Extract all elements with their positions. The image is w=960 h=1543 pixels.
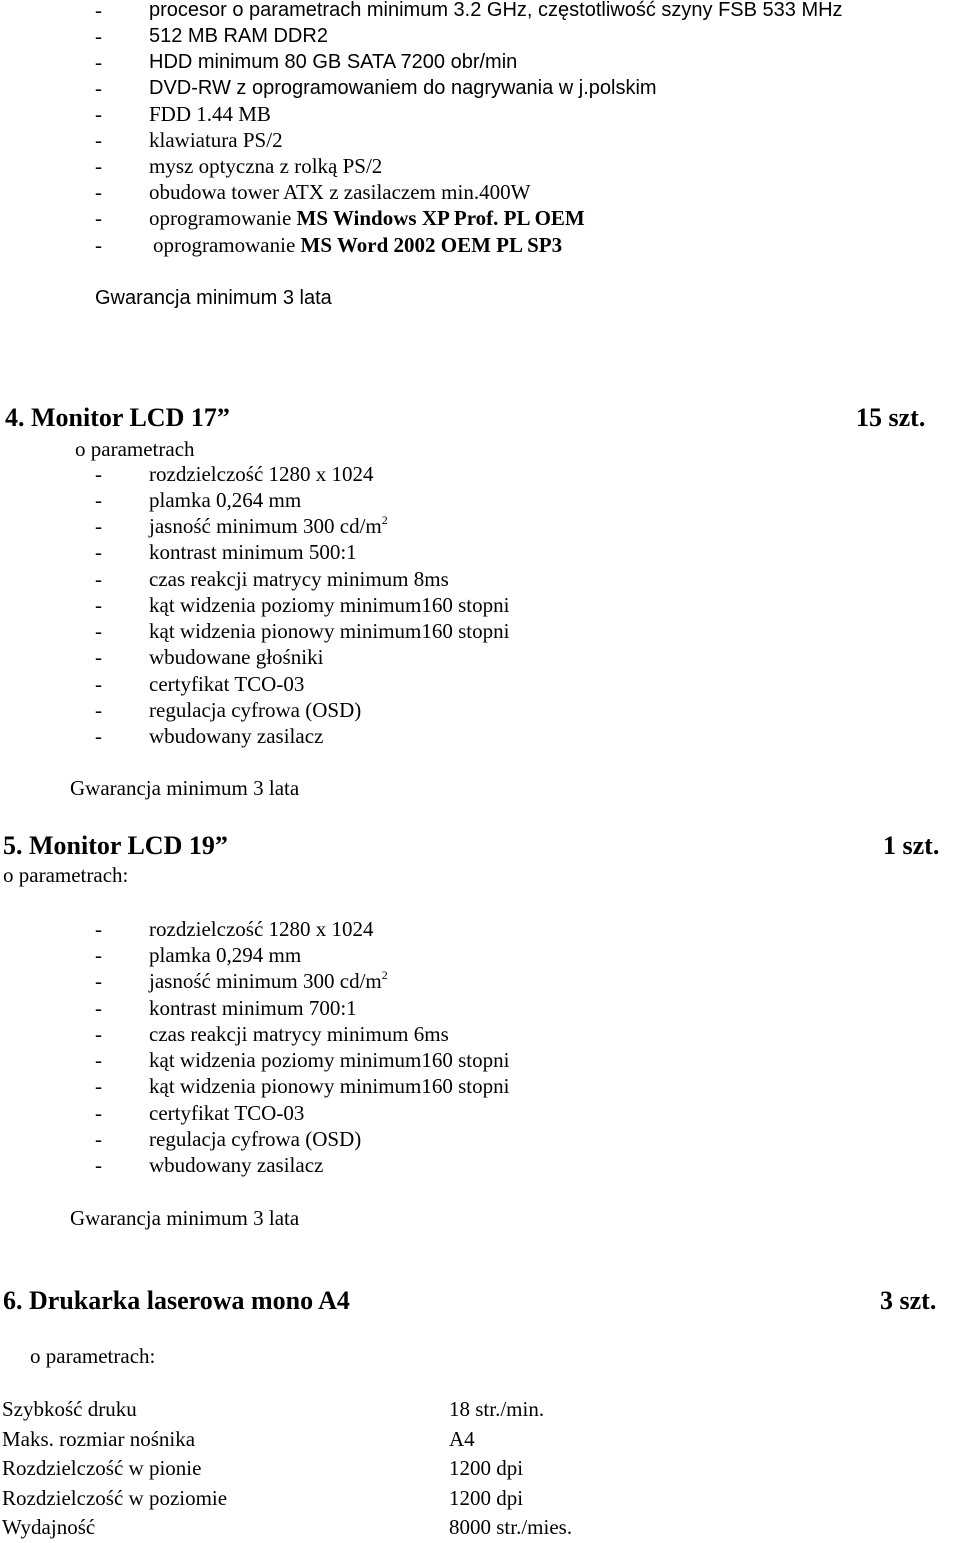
section4-heading: 4. Monitor LCD 17” (5, 403, 230, 432)
section6-quantity: 3 szt. (880, 1286, 937, 1315)
warranty-section5: Gwarancja minimum 3 lata (70, 1206, 300, 1230)
warranty-section3: Gwarancja minimum 3 lata (95, 287, 332, 309)
section5-heading: 5. Monitor LCD 19” (3, 831, 228, 860)
section6-heading: 6. Drukarka laserowa mono A4 (3, 1286, 350, 1315)
section4-quantity: 15 szt. (856, 403, 926, 432)
section5-params-label: o parametrach: (3, 863, 129, 887)
section4-params-label: o parametrach (75, 437, 195, 461)
section5-quantity: 1 szt. (883, 831, 940, 860)
warranty-section4: Gwarancja minimum 3 lata (70, 776, 300, 800)
section6-params-label: o parametrach: (30, 1344, 156, 1368)
